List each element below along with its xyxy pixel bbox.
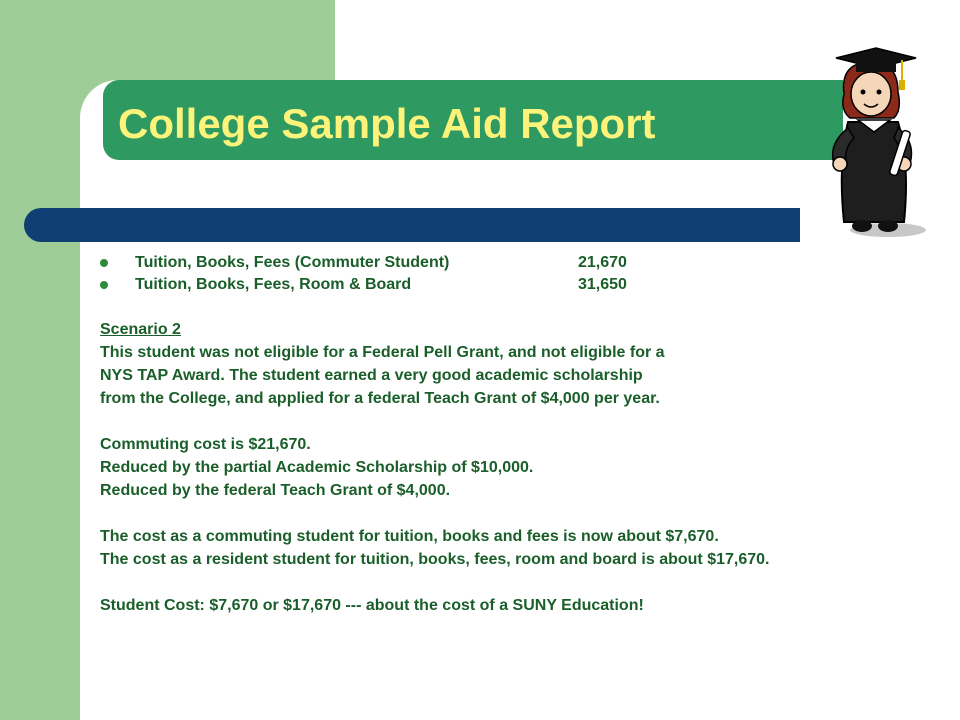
cost-label: Tuition, Books, Fees, Room & Board: [135, 276, 412, 293]
reduction-line: Reduced by the federal Teach Grant of $4,000.: [100, 482, 451, 499]
cost-item: [100, 274, 627, 296]
result-line: The cost as a commuting student for tuition, books and fees is now about $7,670.: [100, 528, 719, 545]
cost-item: [100, 252, 627, 274]
divider-bar: [24, 208, 800, 242]
reduction-line: Commuting cost is $21,670.: [100, 436, 311, 453]
cost-label: Tuition, Books, Fees (Commuter Student): [135, 254, 450, 271]
bullet-icon: [100, 281, 108, 289]
graduate-girl-icon: [818, 44, 930, 244]
bullet-icon: [100, 259, 108, 267]
slide-title: College Sample Aid Report: [118, 100, 656, 147]
cost-value: 21,670: [578, 254, 627, 271]
scenario-heading: Scenario 2: [100, 321, 181, 338]
scenario-body: [100, 318, 920, 617]
scenario-line: This student was not eligible for a Federal Pell Grant, and not eligible for a: [100, 344, 665, 361]
summary-line: Student Cost: $7,670 or $17,670 --- about the cost of a SUNY Education!: [100, 597, 644, 614]
cost-value: 31,650: [578, 276, 627, 293]
reduction-line: Reduced by the partial Academic Scholarship of $10,000.: [100, 459, 534, 476]
scenario-line: NYS TAP Award. The student earned a very good academic scholarship: [100, 367, 643, 384]
scenario-line: from the College, and applied for a federal Teach Grant of $4,000 per year.: [100, 390, 660, 407]
result-line: The cost as a resident student for tuition, books, fees, room and board is about $17,670.: [100, 551, 770, 568]
cost-list: [100, 252, 627, 296]
